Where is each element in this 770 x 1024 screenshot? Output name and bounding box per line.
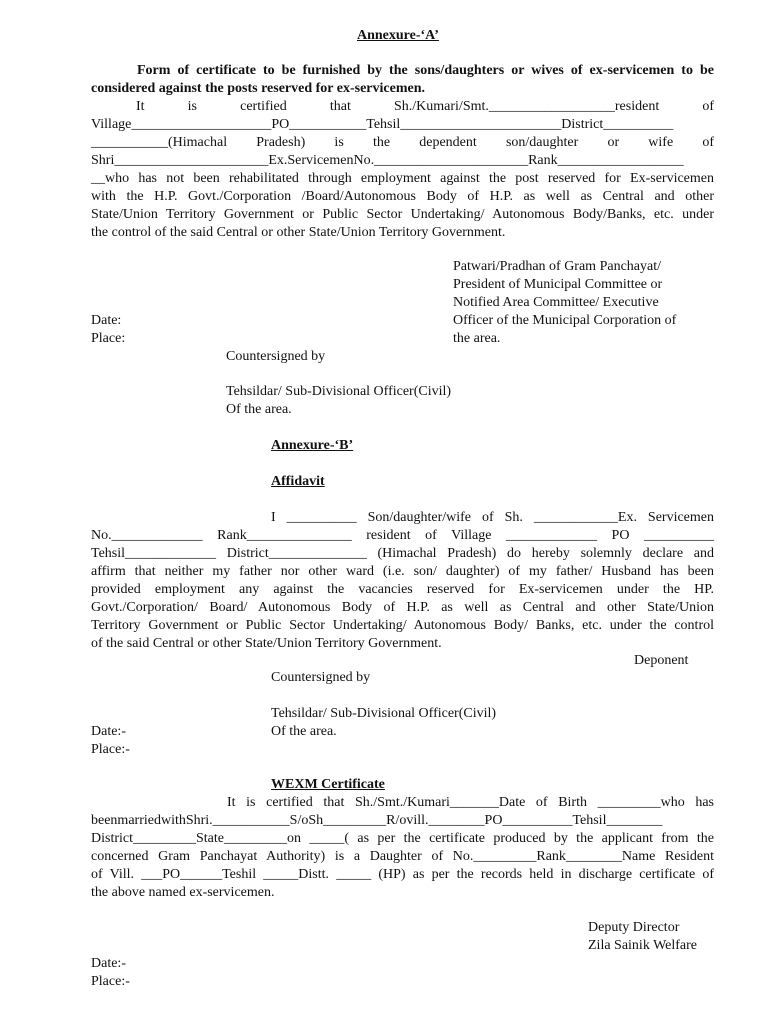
annexure-b-place-label: Place:-: [91, 742, 130, 757]
annexure-b-body-line-2: No._____________ Rank_______________ resident of Village _____________ PO __________: [91, 528, 714, 543]
wexm-body-line-3: District_________State_________on _____( as per the certificate produced by the applicant from the: [91, 831, 714, 846]
annexure-b-body-line-8: of the said Central or other State/Union Territory Government.: [91, 636, 442, 651]
annexure-b-body-line-1: I __________ Son/daughter/wife of Sh. ____________Ex. Servicemen: [271, 510, 714, 525]
annexure-b-tehsildar-line2: Of the area.: [271, 724, 337, 739]
annexure-b-date-label: Date:-: [91, 724, 126, 739]
annexure-a-body-line-6: with the H.P. Govt./Corporation /Board/Autonomous Body of H.P. as well as Central and other: [91, 189, 714, 204]
authority-line-1: Patwari/Pradhan of Gram Panchayat/: [453, 259, 661, 274]
annexure-a-body-line-8: the control of the said Central or other State/Union Territory Government.: [91, 225, 506, 240]
authority-line-3: Notified Area Committee/ Executive: [453, 295, 659, 310]
annexure-b-countersigned: Countersigned by: [271, 670, 371, 685]
wexm-date-label: Date:-: [91, 956, 126, 971]
wexm-body-line-1: It is certified that Sh./Smt./Kumari_______Date of Birth _________who has: [227, 795, 714, 810]
annexure-a-body-line-1: It is certified that Sh./Kumari/Smt.__________________resident of: [136, 99, 714, 114]
annexure-b-body-line-4: affirm that neither my father nor other ward (i.e. son/ daughter) of my father/ Husband has been: [91, 564, 714, 579]
annexure-a-countersigned: Countersigned by: [226, 349, 326, 364]
annexure-a-body-line-4: Shri______________________Ex.ServicemenNo.______________________Rank__________________: [91, 153, 684, 168]
annexure-a-form-title-line2: considered against the posts reserved for ex-servicemen.: [91, 81, 425, 96]
annexure-b-body-line-3: Tehsil_____________ District______________ (Himachal Pradesh) do hereby solemnly declare and: [91, 546, 714, 561]
wexm-body-line-4: concerned Gram Panchayat Authority) is a Daughter of No._________Rank________Name Resident: [91, 849, 714, 864]
annexure-b-body-line-5: provided employment any against the vacancies reserved for Ex-servicemen under the HP.: [91, 582, 714, 597]
annexure-a-body-line-5: __who has not been rehabilitated through employment against the post reserved for Ex-servicemen: [91, 171, 714, 186]
wexm-place-label: Place:-: [91, 974, 130, 989]
authority-line-2: President of Municipal Committee or: [453, 277, 663, 292]
wexm-body-line-2: beenmarriedwithShri.___________S/oSh_________R/ovill.________PO__________Tehsil________: [91, 813, 663, 828]
authority-line-5: the area.: [453, 331, 501, 346]
annexure-a-date-label: Date:: [91, 313, 122, 328]
annexure-a-tehsildar-line1: Tehsildar/ Sub-Divisional Officer(Civil): [226, 384, 452, 399]
annexure-b-body-line-6: Govt./Corporation/ Board/ Autonomous Body of H.P. as well as Central and other State/Union: [91, 600, 714, 615]
affidavit-heading: Affidavit: [271, 474, 325, 489]
authority-line-4: Officer of the Municipal Corporation of: [453, 313, 677, 328]
annexure-b-tehsildar-line1: Tehsildar/ Sub-Divisional Officer(Civil): [271, 706, 497, 721]
annexure-a-body-line-2: Village____________________PO___________Tehsil_______________________District__________: [91, 117, 674, 132]
wexm-heading: WEXM Certificate: [271, 777, 385, 792]
annexure-a-body-line-7: State/Union Territory Government or Public Sector Undertaking/ Autonomous Body/Banks, etc. under: [91, 207, 714, 222]
annexure-b-body-line-7: Territory Government or Public Sector Undertaking/ Autonomous Body/ Banks, etc. under the control: [91, 618, 714, 633]
deponent-label: Deponent: [634, 653, 689, 668]
annexure-a-form-title-line1: Form of certificate to be furnished by the sons/daughters or wives of ex-servicemen to be: [137, 63, 714, 78]
annexure-a-heading: Annexure-‘A’: [357, 28, 439, 43]
annexure-a-place-label: Place:: [91, 331, 126, 346]
wexm-signatory-line2: Zila Sainik Welfare: [588, 938, 698, 953]
annexure-b-heading: Annexure-‘B’: [271, 438, 354, 453]
wexm-body-line-6: the above named ex-servicemen.: [91, 885, 275, 900]
annexure-a-body-line-3: ___________(Himachal Pradesh) is the dependent son/daughter or wife of: [91, 135, 714, 150]
wexm-signatory-line1: Deputy Director: [588, 920, 680, 935]
annexure-a-tehsildar-line2: Of the area.: [226, 402, 292, 417]
wexm-body-line-5: of Vill. ___PO______Teshil _____Distt. _____ (HP) as per the records held in discharge certificate of: [91, 867, 714, 882]
